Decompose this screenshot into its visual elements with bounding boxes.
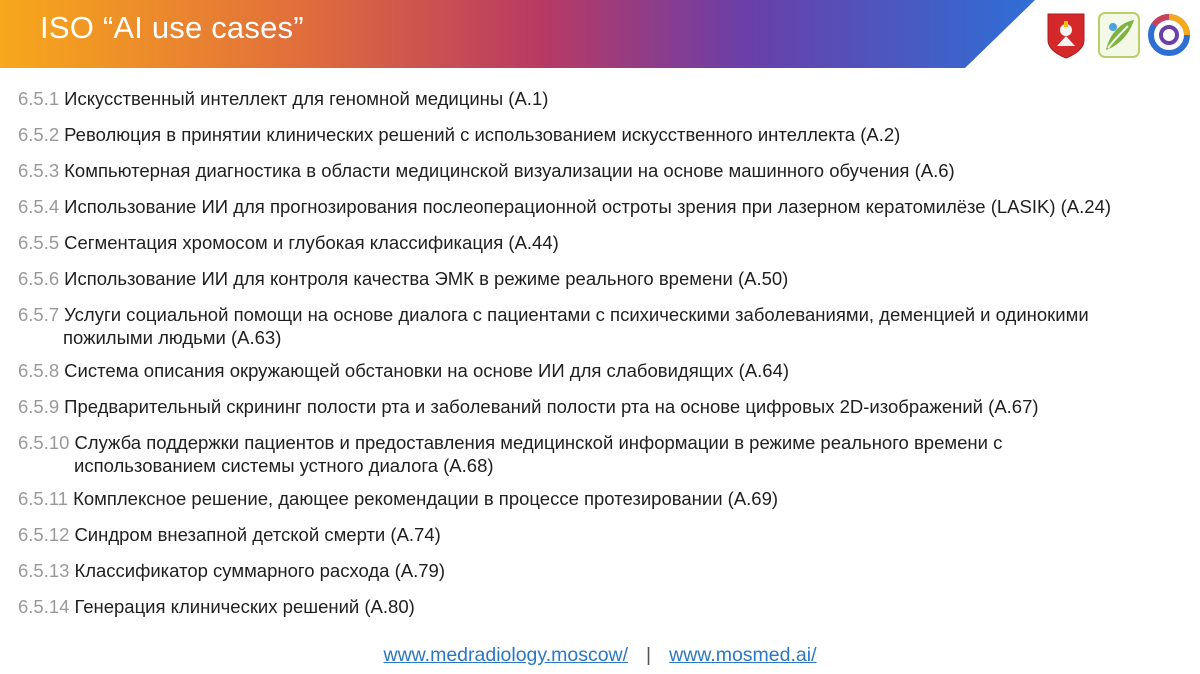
item-number: 6.5.5 — [18, 232, 60, 253]
item-number: 6.5.6 — [18, 268, 60, 289]
item-text: Комплексное решение, дающее рекомендации в процессе протезировании (A.69) — [73, 488, 779, 509]
item-number: 6.5.14 — [18, 596, 70, 617]
item-text: Служба поддержки пациентов и предоставления медицинской информации в режиме реального времени с — [74, 432, 1003, 453]
item-text-continuation: пожилыми людьми (A.63) — [63, 327, 282, 348]
item-text: Искусственный интеллект для геномной медицины (A.1) — [64, 88, 549, 109]
item-number: 6.5.1 — [18, 88, 60, 109]
item-text: Генерация клинических решений (A.80) — [74, 596, 415, 617]
list-item — [18, 556, 1193, 586]
item-text-continuation: использованием системы устного диалога (A.68) — [74, 455, 494, 476]
item-text: Система описания окружающей обстановки на основе ИИ для слабовидящих (A.64) — [64, 360, 790, 381]
item-number: 6.5.9 — [18, 396, 60, 417]
list-item — [18, 428, 1193, 478]
list-item — [18, 520, 1193, 550]
item-text: Революция в принятии клинических решений с использованием искусственного интеллекта (A.2) — [64, 124, 901, 145]
header-bar — [0, 0, 1200, 68]
item-number: 6.5.11 — [18, 488, 69, 509]
item-text: Использование ИИ для прогнозирования послеоперационной остроты зрения при лазерном кератомилёзе (LASIK) (A.24) — [64, 196, 1112, 217]
list-item — [18, 84, 1193, 114]
list-item — [18, 356, 1193, 386]
list-item — [18, 156, 1193, 186]
use-case-list — [18, 84, 1193, 628]
mosmed-leaf-logo-icon — [1096, 10, 1142, 60]
item-number: 6.5.12 — [18, 524, 70, 545]
item-text: Синдром внезапной детской смерти (A.74) — [74, 524, 441, 545]
list-item — [18, 264, 1193, 294]
moscow-coat-of-arms-icon — [1043, 10, 1089, 60]
item-number: 6.5.3 — [18, 160, 60, 181]
page-title: ISO “AI use cases” — [40, 10, 304, 45]
item-number: 6.5.13 — [18, 560, 70, 581]
list-item — [18, 392, 1193, 422]
item-number: 6.5.7 — [18, 304, 60, 325]
list-item — [18, 484, 1193, 514]
list-item — [18, 228, 1193, 258]
item-text: Услуги социальной помощи на основе диалога с пациентами с психическими заболеваниями, деменцией и одинокими — [64, 304, 1089, 325]
item-number: 6.5.8 — [18, 360, 60, 381]
list-item — [18, 300, 1193, 350]
item-text: Классификатор суммарного расхода (A.79) — [74, 560, 445, 581]
footer-links — [0, 644, 1200, 667]
item-number: 6.5.4 — [18, 196, 60, 217]
item-text: Компьютерная диагностика в области медицинской визуализации на основе машинного обучения (A.6) — [64, 160, 955, 181]
mosmed-link[interactable]: www.mosmed.ai/ — [669, 644, 817, 666]
item-text: Предварительный скрининг полости рта и заболеваний полости рта на основе цифровых 2D-изображений (A.67) — [64, 396, 1039, 417]
item-number: 6.5.10 — [18, 432, 70, 453]
list-item — [18, 592, 1193, 622]
ring-logo-icon — [1146, 10, 1192, 60]
medradiology-link[interactable]: www.medradiology.moscow/ — [383, 644, 629, 666]
item-text: Использование ИИ для контроля качества ЭМК в режиме реального времени (A.50) — [64, 268, 789, 289]
logo-group — [1040, 10, 1200, 62]
item-text: Сегментация хромосом и глубокая классификация (A.44) — [64, 232, 559, 253]
item-number: 6.5.2 — [18, 124, 60, 145]
footer-separator: | — [646, 644, 652, 666]
list-item — [18, 192, 1193, 222]
list-item — [18, 120, 1193, 150]
